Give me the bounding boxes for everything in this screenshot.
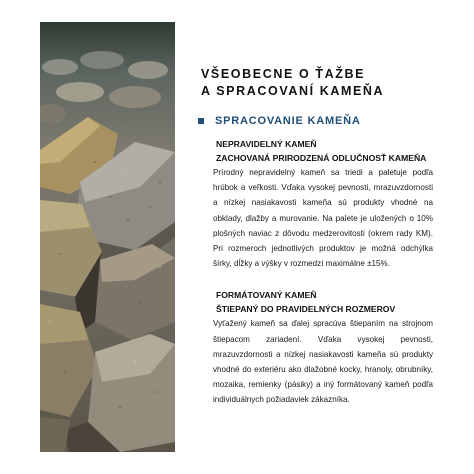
section-heading-label: SPRACOVANIE KAMEŇA: [215, 115, 361, 127]
title-line-1: VŠEOBECNE O ŤAŽBE: [201, 67, 366, 81]
block-1-text: Prírodný nepravidelný kameň sa triedi a paletuje podľa hrúbok a veľkosti. Vďaka vysokej pevnosti, mrazuvzdornosti a nízkej nasiakavosti kameňa sú produkty vhodné na obklady, dlažby a murovanie. Na palete je uložených o 10% plošných naviac z dôvodu medzerovitosti (okrem rady KM). Pri rozmeroch jednotlivých produktov je možná odchýlka šírky, dĺžky a výšky v rozmedzí maximálne ±15%.: [213, 168, 433, 269]
block-2-subheading: ŠTIEPANÝ DO PRAVIDELNÝCH ROZMEROV: [216, 304, 396, 315]
block-2-text: Vyťažený kameň sa ďalej spracúva štiepaním na strojnom štiepacom zariadení. Vďaka vysokej pevnosti, mrazuvzdornosti a nízkej nasiakavosti kameňa sú produkty vhodné do exteriéru ako dlažobné kocky, hranoly, obrubníky, mozaika, remienky (pásiky) a iný formátovaný kameň podľa individuálnych požiadaviek zákazníka.: [213, 319, 433, 405]
title-line-2: A SPRACOVANÍ KAMEŇA: [201, 84, 385, 98]
square-bullet-icon: [198, 118, 204, 124]
section-heading: [198, 115, 436, 127]
page-title: [201, 66, 436, 100]
stone-photo: [40, 22, 175, 452]
block-2-heading: FORMÁTOVANÝ KAMEŇ: [216, 290, 317, 301]
block-1-subheading: ZACHOVANÁ PRIRODZENÁ ODLUČNOSŤ KAMEŇA: [216, 153, 427, 163]
content-column: [198, 66, 436, 408]
stone-pile-image: [40, 22, 175, 452]
block-1-heading: NEPRAVIDELNÝ KAMEŇ: [216, 139, 317, 149]
